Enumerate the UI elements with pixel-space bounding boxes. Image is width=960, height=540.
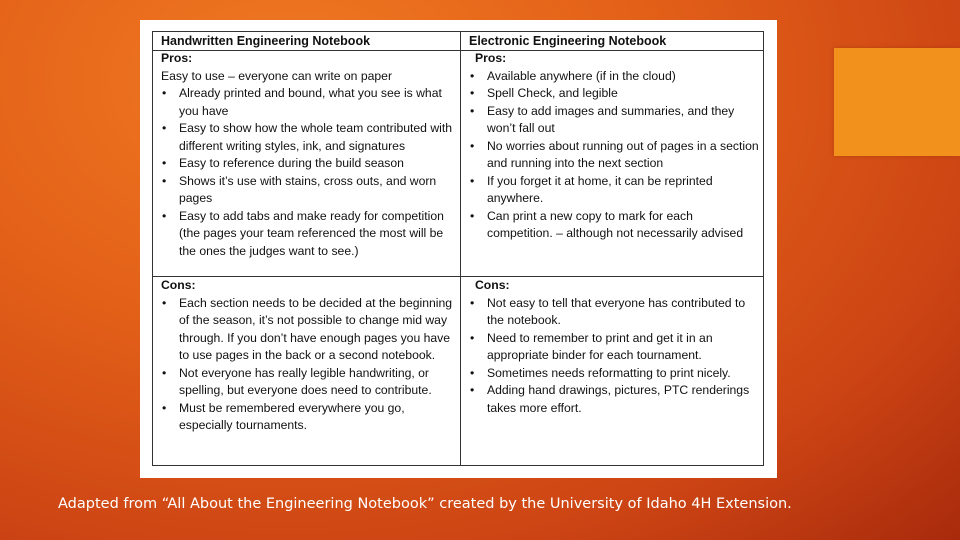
handwritten-header: Handwritten Engineering Notebook	[161, 34, 371, 48]
list-item: • Easy to add tabs and make ready for competition (the pages your team referenced the most will be the ones the judges want to see.)	[161, 208, 454, 261]
list-item: • Need to remember to print and get it in an appropriate binder for each tournament.	[469, 330, 759, 365]
list-item: • Adding hand drawings, pictures, PTC renderings takes more effort.	[469, 382, 759, 417]
electronic-cons-cell	[461, 277, 765, 417]
electronic-pros-cell	[461, 50, 765, 243]
cons-label: Cons:	[475, 278, 510, 292]
handwritten-pros-list	[161, 85, 454, 260]
electronic-cons-list	[469, 295, 759, 418]
pros-label: Pros:	[475, 51, 507, 65]
cons-label: Cons:	[161, 278, 196, 292]
list-item: • Sometimes needs reformatting to print nicely.	[469, 365, 759, 383]
handwritten-pros-intro: Easy to use – everyone can write on paper	[161, 68, 393, 83]
pros-label: Pros:	[161, 51, 193, 65]
handwritten-pros-cell	[153, 50, 460, 260]
list-item: • Shows it’s use with stains, cross outs, and worn pages	[161, 173, 454, 208]
list-item: • Available anywhere (if in the cloud)	[469, 68, 759, 86]
list-item: • No worries about running out of pages in a section and running into the next section	[469, 138, 759, 173]
handwritten-cons-list	[161, 295, 454, 435]
list-item: • Easy to reference during the build season	[161, 155, 454, 173]
list-item: • Already printed and bound, what you see is what you have	[161, 85, 454, 120]
notebook-comparison-image	[140, 20, 777, 478]
accent-square	[834, 48, 960, 156]
list-item: • Easy to show how the whole team contributed with different writing styles, ink, and signatures	[161, 120, 454, 155]
list-item: • Spell Check, and legible	[469, 85, 759, 103]
list-item: • Easy to add images and summaries, and they won’t fall out	[469, 103, 759, 138]
list-item: • Can print a new copy to mark for each competition. – although not necessarily advised	[469, 208, 759, 243]
electronic-header: Electronic Engineering Notebook	[469, 34, 667, 48]
list-item: • Not everyone has really legible handwriting, or spelling, but everyone does need to contribute.	[161, 365, 454, 400]
source-caption: Adapted from “All About the Engineering Notebook” created by the University of Idaho 4H Extension.	[58, 496, 792, 512]
list-item: • Must be remembered everywhere you go, especially tournaments.	[161, 400, 454, 435]
list-item: • If you forget it at home, it can be reprinted anywhere.	[469, 173, 759, 208]
comparison-table	[152, 31, 764, 466]
handwritten-cons-cell	[153, 277, 460, 435]
list-item: • Each section needs to be decided at the beginning of the season, it’s not possible to change mid way through. If you don’t have enough pages you have to use pages in the back or a second notebook.	[161, 295, 454, 365]
electronic-pros-list	[469, 68, 759, 243]
list-item: • Not easy to tell that everyone has contributed to the notebook.	[469, 295, 759, 330]
